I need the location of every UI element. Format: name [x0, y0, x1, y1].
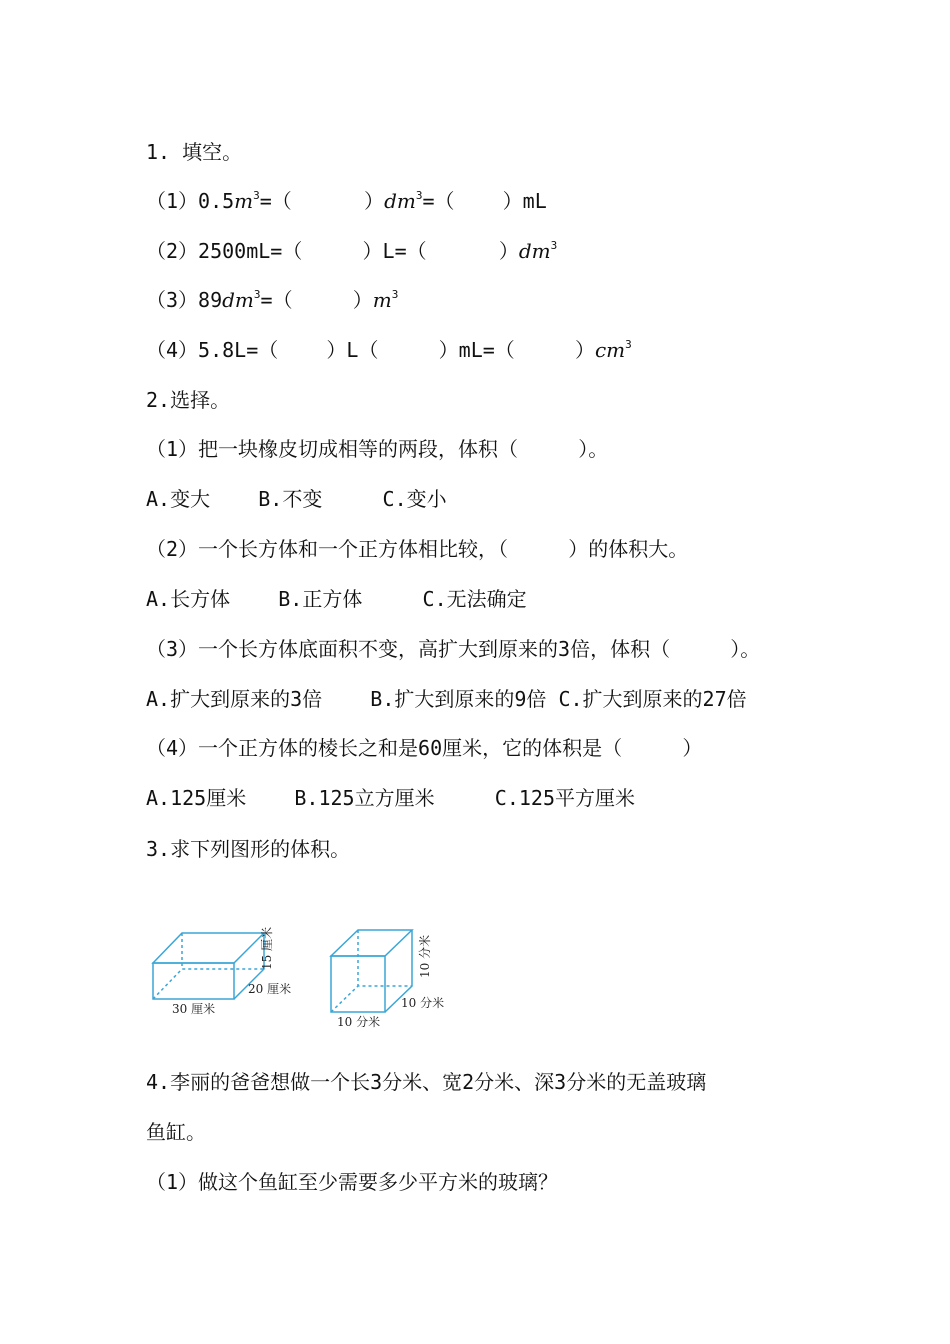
q2-title: 2.选择。: [146, 388, 231, 412]
figure1-width-label: 20 厘米: [248, 982, 292, 996]
q1-item-4-unit-cm: cm: [594, 338, 626, 362]
q1-item-1-unit-dm: dm: [384, 189, 416, 213]
q1-item-2-unit-dm: dm: [518, 239, 551, 263]
q1-item-1-part-b: =（ ）: [259, 189, 385, 213]
cube-superscript: 3: [253, 189, 260, 202]
q1-item-4-part-a: （4）5.8L=（ ）L（ ）mL=（ ）: [146, 338, 595, 362]
q3-figures: [140, 918, 460, 1038]
figure2-side-label: 10 分米: [401, 996, 445, 1010]
q4-title-line1: 4.李丽的爸爸想做一个长3分米、宽2分米、深3分米的无盖玻璃: [146, 1070, 707, 1094]
q4-sub-question-1: （1）做这个鱼缸至少需要多少平方米的玻璃？: [146, 1170, 559, 1194]
figure-cube: [331, 930, 412, 1012]
q1-item-4: [146, 337, 632, 367]
q1-item-3-unit-m: m: [372, 288, 392, 312]
cube-superscript: 3: [253, 288, 261, 301]
q2-item-2-question: （2）一个长方体和一个正方体相比较，（ ）的体积大。: [146, 537, 689, 561]
figure2-bottom-label: 10 分米: [337, 1015, 381, 1029]
q1-item-3-part-b: =（ ）: [260, 288, 373, 312]
cube-superscript: 3: [415, 189, 423, 202]
cube-superscript: 3: [550, 239, 558, 252]
figure1-height-label: 15 厘米: [260, 926, 274, 970]
cube-superscript: 3: [625, 338, 632, 351]
q4-title-line2: 鱼缸。: [146, 1120, 206, 1144]
q1-item-3-part-a: （3）89: [146, 288, 223, 312]
q1-item-3-unit-dm: dm: [222, 288, 254, 312]
q1-item-2-part-a: （2）2500mL=（ ）L=（ ）: [146, 239, 519, 263]
q2-item-4-question: （4）一个正方体的棱长之和是60厘米，它的体积是（ ）: [146, 736, 703, 760]
q1-item-2: [146, 238, 557, 268]
q2-item-3-question: （3）一个长方体底面积不变，高扩大到原来的3倍，体积（ ）。: [146, 637, 761, 661]
q1-item-3: [146, 287, 398, 317]
q2-item-4-options: A.125厘米 B.125立方厘米 C.125平方厘米: [146, 786, 635, 810]
q1-item-1-unit-m: m: [234, 189, 254, 213]
q2-item-1-question: （1）把一块橡皮切成相等的两段，体积（ ）。: [146, 437, 609, 461]
q2-item-2-options: A.长方体 B.正方体 C.无法确定: [146, 587, 527, 611]
q1-item-1-part-a: （1）0.5: [146, 189, 235, 213]
figure2-height-label: 10 分米: [418, 934, 432, 978]
q3-title: 3.求下列图形的体积。: [146, 837, 351, 861]
q2-item-1-options: A.变大 B.不变 C.变小: [146, 487, 447, 511]
cube-superscript: 3: [391, 288, 399, 301]
figure1-length-label: 30 厘米: [172, 1002, 216, 1016]
q2-item-3-options: A.扩大到原来的3倍 B.扩大到原来的9倍 C.扩大到原来的27倍: [146, 687, 747, 711]
q1-title: 1. 填空。: [146, 140, 243, 164]
q1-item-1: [146, 188, 547, 218]
q1-item-1-part-c: =（ ）mL: [422, 189, 547, 213]
